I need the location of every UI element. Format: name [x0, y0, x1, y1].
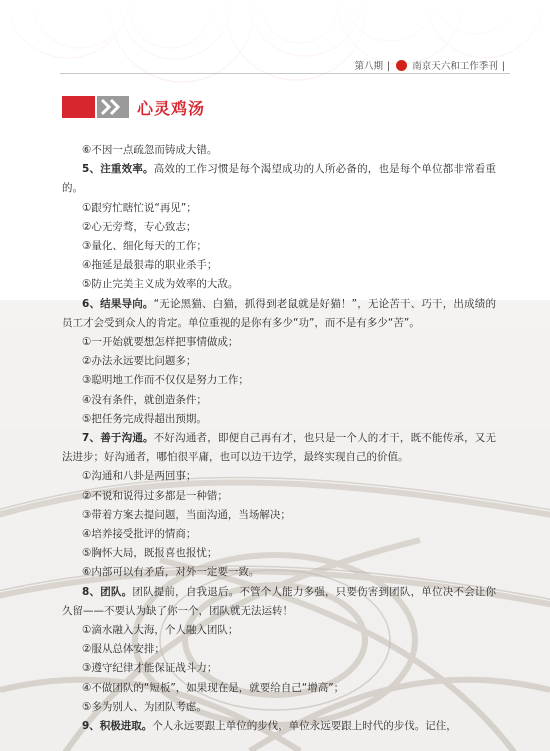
- list-item: ③量化、细化每天的工作；: [82, 240, 207, 253]
- section-banner: [62, 93, 205, 121]
- list-item: ⑤多为别人、为团队考虑。: [82, 700, 207, 713]
- list-item: ⑥内部可以有矛盾，对外一定要一致。: [82, 566, 260, 579]
- point-heading: 9、积极进取。: [82, 720, 153, 733]
- list-item: ②服从总体安排；: [82, 643, 165, 656]
- list-item: ③聪明地工作而不仅仅是努力工作；: [82, 374, 249, 387]
- paragraph: [62, 429, 496, 467]
- paragraph: [62, 295, 496, 333]
- list-item: ③遵守纪律才能保证战斗力；: [82, 662, 218, 675]
- list-item: ①沟通和八卦是两回事；: [82, 470, 197, 483]
- journal-header: [354, 58, 506, 72]
- list-item: ②不说和说得过多都是一种错；: [82, 489, 228, 502]
- paragraph: [62, 717, 496, 736]
- banner-red-block: [62, 96, 95, 118]
- list-item: ①跟穷忙瞎忙说“再见”；: [82, 201, 197, 214]
- paragraph-text: 高效的工作习惯是每个渴望成功的人所必备的，也是每个单位都非常看重的。: [62, 163, 497, 195]
- point-heading: 6、结果导向。: [82, 297, 154, 310]
- list-item: ④培养接受批评的情商；: [82, 528, 197, 541]
- list-item: ③带着方案去提问题，当面沟通，当场解决；: [82, 508, 291, 521]
- header-rule: [60, 73, 510, 74]
- paragraph: [62, 160, 496, 198]
- list-item: ④没有条件，就创造条件；: [82, 393, 207, 406]
- separator: |: [501, 61, 505, 72]
- paragraph-text: 团队提前，自我退后。不管个人能力多强，只要伤害到团队，单位决不会让你久留——不要认为缺了你一个，团队就无法运转！: [62, 585, 497, 617]
- paragraph-text: 不好沟通者，即便自己再有才，也只是一个人的才干，既不能传承，又无法进步；好沟通者，哪怕很平庸，也可以边干边学，最终实现自己的价值。: [62, 432, 497, 464]
- point-heading: 7、善于沟通。: [82, 432, 154, 445]
- point-heading: 5、注重效率。: [82, 163, 154, 176]
- separator: |: [386, 61, 391, 72]
- list-item: ④拖延是最狠毒的职业杀手；: [82, 259, 218, 272]
- paragraph-text: 个人永远要跟上单位的步伐，单位永远要跟上时代的步伐。记住，: [152, 720, 457, 733]
- list-item: ⑤把任务完成得超出预期。: [82, 412, 207, 425]
- list-item: ①滴水融入大海，个人融入团队；: [82, 624, 239, 637]
- double-chevron-icon: [97, 96, 129, 118]
- article-body: [62, 141, 496, 736]
- list-item: ②办法永远要比问题多；: [82, 355, 197, 368]
- journal-name: 南京天六和工作季刊: [412, 61, 498, 72]
- company-logo-icon: [396, 60, 407, 71]
- point-heading: 8、团队。: [82, 585, 133, 598]
- section-title: 心灵鸡汤: [137, 98, 206, 118]
- list-item: ⑤防止完美主义成为效率的大敌。: [82, 278, 239, 291]
- paragraph: [62, 583, 496, 621]
- list-item: ⑥不因一点疏忽而铸成大错。: [82, 144, 218, 156]
- list-item: ⑤胸怀大局，既报喜也报忧；: [82, 547, 218, 560]
- list-item: ①一开始就要想怎样把事情做成；: [82, 336, 239, 349]
- paragraph-text: “无论黑猫、白猫，抓得到老鼠就是好猫！”，无论苦干、巧干，出成绩的员工才会受到众人的肯定。单位重视的是你有多少“功”，而不是有多少“苦”。: [62, 297, 496, 329]
- issue-number: 第八期: [354, 61, 383, 72]
- list-item: ④不做团队的“短板”，如果现在是，就要给自己“增高”；: [82, 681, 345, 694]
- list-item: ②心无旁骛，专心致志；: [82, 220, 197, 233]
